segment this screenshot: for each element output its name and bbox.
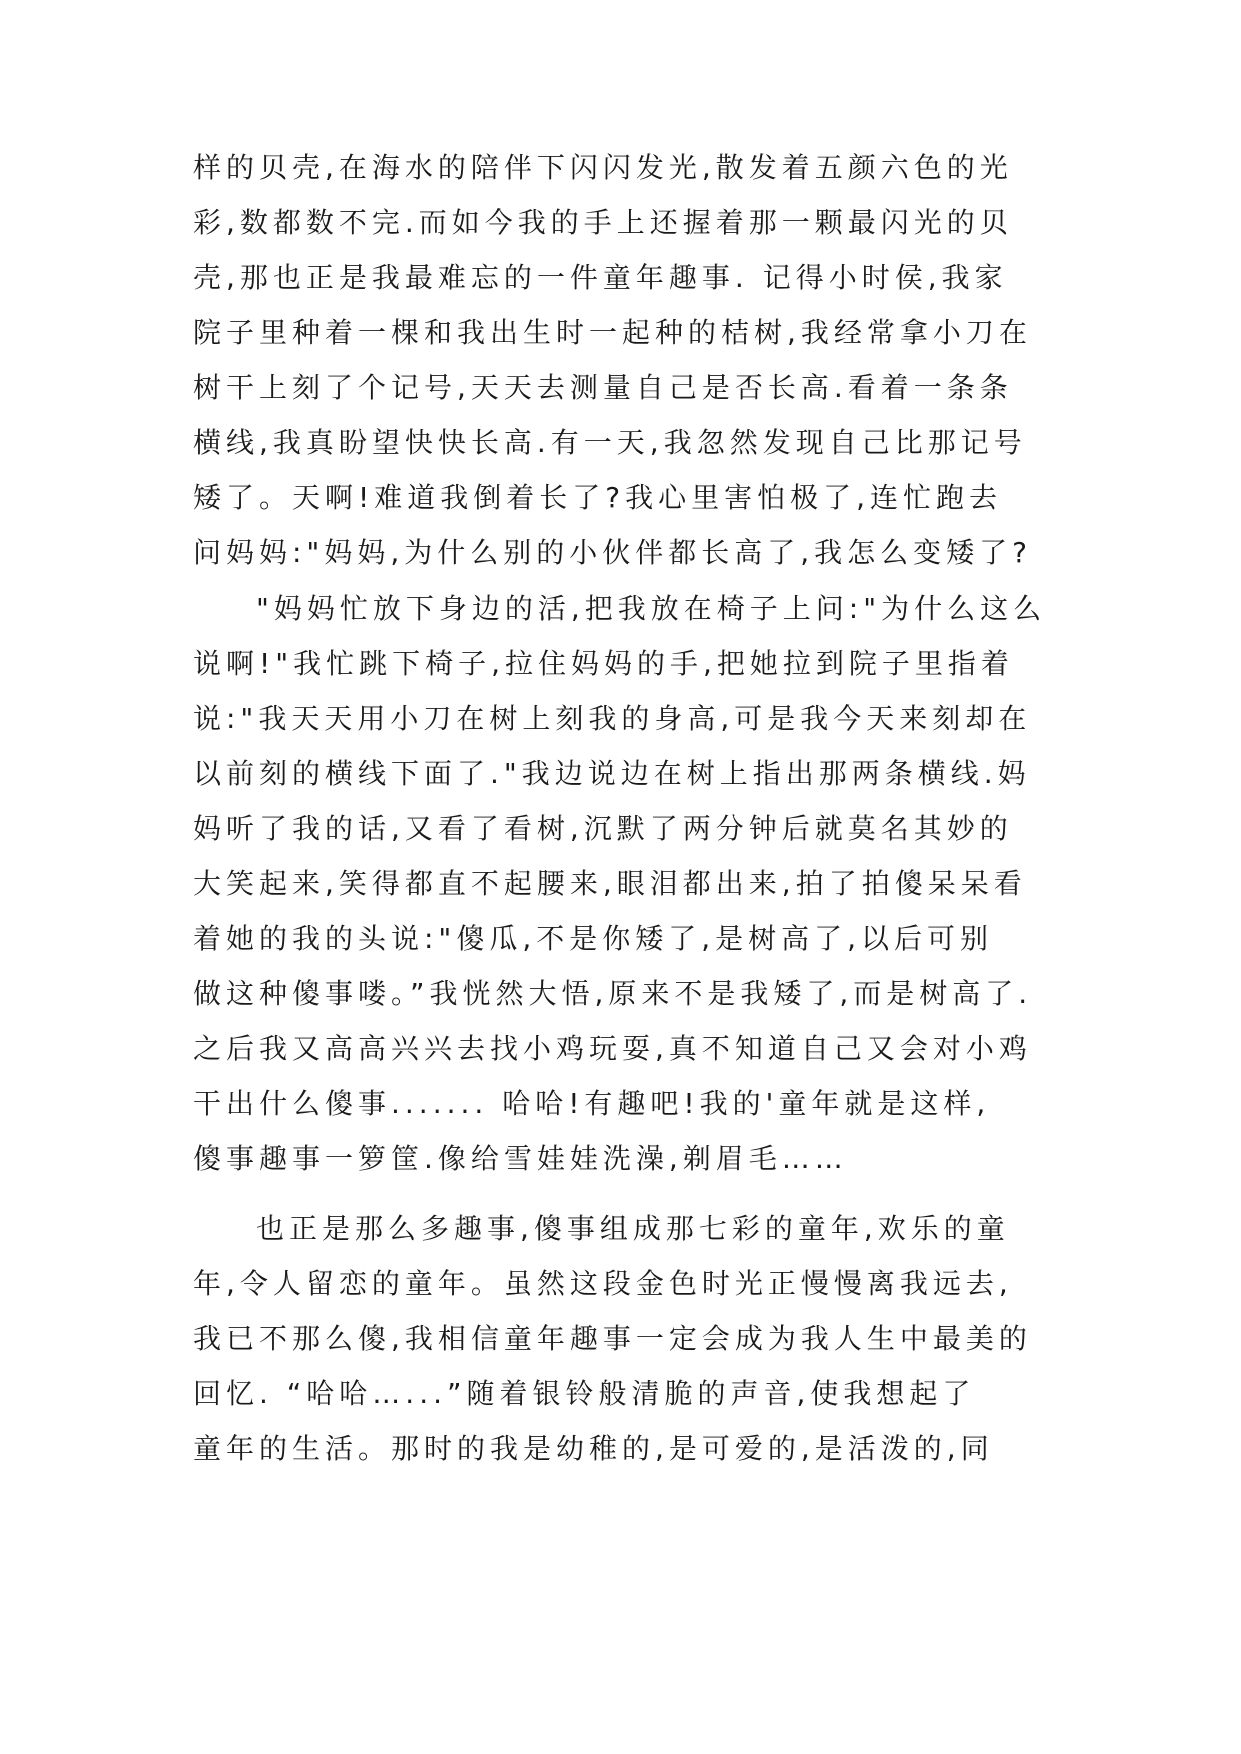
text-line: 之后我又高高兴兴去找小鸡玩耍,真不知道自己又会对小鸡 bbox=[193, 1032, 1032, 1065]
text-line: 矮了。天啊!难道我倒着长了?我心里害怕极了,连忙跑去 bbox=[193, 481, 1002, 514]
text-line: 以前刻的横线下面了."我边说边在树上指出那两条横线.妈 bbox=[193, 757, 1031, 790]
text-line: 傻事趣事一箩筐.像给雪娃娃洗澡,剃眉毛…… bbox=[193, 1142, 848, 1175]
text-line: 样的贝壳,在海水的陪伴下闪闪发光,散发着五颜六色的光 bbox=[193, 151, 1013, 184]
text-line: 妈听了我的话,又看了看树,沉默了两分钟后就莫名其妙的 bbox=[193, 812, 1013, 845]
text-line: 问妈妈:"妈妈,为什么别的小伙伴都长高了,我怎么变矮了? bbox=[193, 536, 1032, 569]
text-line: 说啊!"我忙跳下椅子,拉住妈妈的手,把她拉到院子里指着 bbox=[193, 647, 1014, 680]
text-line: 童年的生活。那时的我是幼稚的,是可爱的,是活泼的,同 bbox=[193, 1432, 994, 1465]
text-line: 壳,那也正是我最难忘的一件童年趣事. 记得小时侯,我家 bbox=[193, 261, 1008, 294]
text-line: 干出什么傻事....... 哈哈!有趣吧!我的'童年就是这样, bbox=[193, 1087, 991, 1120]
text-line: 我已不那么傻,我相信童年趣事一定会成为我人生中最美的 bbox=[193, 1322, 1032, 1355]
text-line: 年,令人留恋的童年。虽然这段金色时光正慢慢离我远去, bbox=[193, 1267, 1013, 1300]
text-line: 院子里种着一棵和我出生时一起种的桔树,我经常拿小刀在 bbox=[193, 316, 1032, 349]
text-line: 彩,数都数不完.而如今我的手上还握着那一颗最闪光的贝 bbox=[193, 206, 1013, 239]
text-line: 着她的我的头说:"傻瓜,不是你矮了,是树高了,以后可别 bbox=[193, 922, 994, 955]
text-line: 也正是那么多趣事,傻事组成那七彩的童年,欢乐的童 bbox=[256, 1212, 1010, 1245]
text-line: 横线,我真盼望快快长高.有一天,我忽然发现自己比那记号 bbox=[193, 426, 1027, 459]
text-line: 说:"我天天用小刀在树上刻我的身高,可是我今天来刻却在 bbox=[193, 702, 1032, 735]
text-line: 做这种傻事喽。”我恍然大悟,原来不是我矮了,而是树高了. bbox=[193, 977, 1033, 1010]
text-line: 大笑起来,笑得都直不起腰来,眼泪都出来,拍了拍傻呆呆看 bbox=[193, 867, 1027, 900]
text-line: "妈妈忙放下身边的活,把我放在椅子上问:"为什么这么 bbox=[256, 592, 1047, 625]
text-line: 树干上刻了个记号,天天去测量自己是否长高.看着一条条 bbox=[193, 371, 1013, 404]
text-line: 回忆. “哈哈…...”随着银铃般清脆的声音,使我想起了 bbox=[193, 1377, 976, 1410]
